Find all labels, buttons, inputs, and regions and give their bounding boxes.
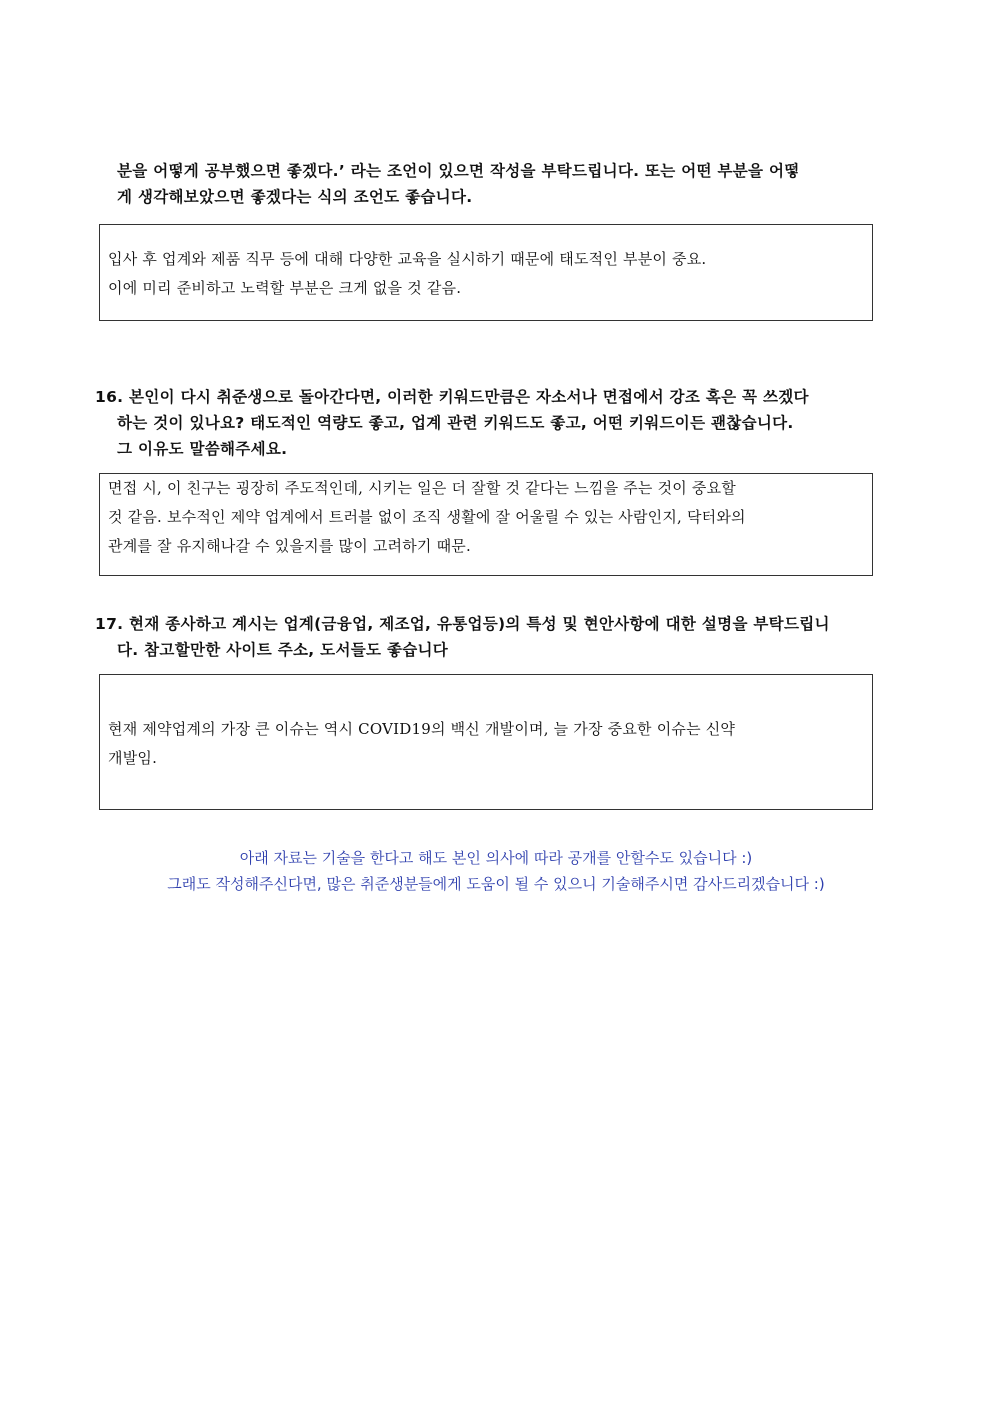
answer-17-box[interactable] [99,674,873,810]
question-16-line-2: 하는 것이 있나요? 태도적인 역량도 좋고, 업계 관련 키워드도 좋고, 어떤 키워드이든 괜찮습니다. [117,414,794,432]
disclosure-note-line-1: 아래 자료는 기술을 한다고 해도 본인 의사에 따라 공개를 안할수도 있습니다 :) [239,849,753,867]
answer-15-line-1: 입사 후 업계와 제품 직무 등에 대해 다양한 교육을 실시하기 때문에 태도적인 부분이 중요. [108,250,707,268]
question-16-line-3: 그 이유도 말씀해주세요. [117,440,288,458]
disclosure-note [0,845,992,897]
question-17-line-1: 17. 현재 종사하고 계시는 업계(금융업, 제조업, 유통업등)의 특성 및 현안사항에 대한 설명을 부탁드립니 [95,615,830,633]
answer-15-box[interactable] [99,224,873,321]
question-16-text [95,384,900,462]
question-15-text [95,158,900,210]
answer-16-line-2: 것 같음. 보수적인 제약 업계에서 트러블 없이 조직 생활에 잘 어울릴 수 있는 사람인지, 닥터와의 [108,508,746,526]
question-15-line-2: 게 생각해보았으면 좋겠다는 식의 조언도 좋습니다. [117,188,473,206]
answer-16-line-1: 면접 시, 이 친구는 굉장히 주도적인데, 시키는 일은 더 잘할 것 같다는 느낌을 주는 것이 중요할 [108,479,736,497]
question-17-line-2: 다. 참고할만한 사이트 주소, 도서들도 좋습니다 [117,641,449,659]
answer-15-line-2: 이에 미리 준비하고 노력할 부분은 크게 없을 것 같음. [108,279,462,297]
question-16-line-1: 16. 본인이 다시 취준생으로 돌아간다면, 이러한 키워드만큼은 자소서나 면접에서 강조 혹은 꼭 쓰겠다 [95,388,809,406]
disclosure-note-line-2: 그래도 작성해주신다면, 많은 취준생분들에게 도움이 될 수 있으니 기술해주시면 감사드리겠습니다 :) [167,875,825,893]
answer-16-line-3: 관계를 잘 유지해나갈 수 있을지를 많이 고려하기 때문. [108,537,471,555]
question-17-text [95,611,900,663]
answer-16-box[interactable] [99,473,873,576]
answer-17-line-1: 현재 제약업계의 가장 큰 이슈는 역시 COVID19의 백신 개발이며, 늘 가장 중요한 이슈는 신약 [108,720,736,738]
question-15-line-1: 분을 어떻게 공부했으면 좋겠다.’ 라는 조언이 있으면 작성을 부탁드립니다. 또는 어떤 부분을 어떻 [117,162,800,180]
answer-17-line-2: 개발임. [108,749,158,767]
